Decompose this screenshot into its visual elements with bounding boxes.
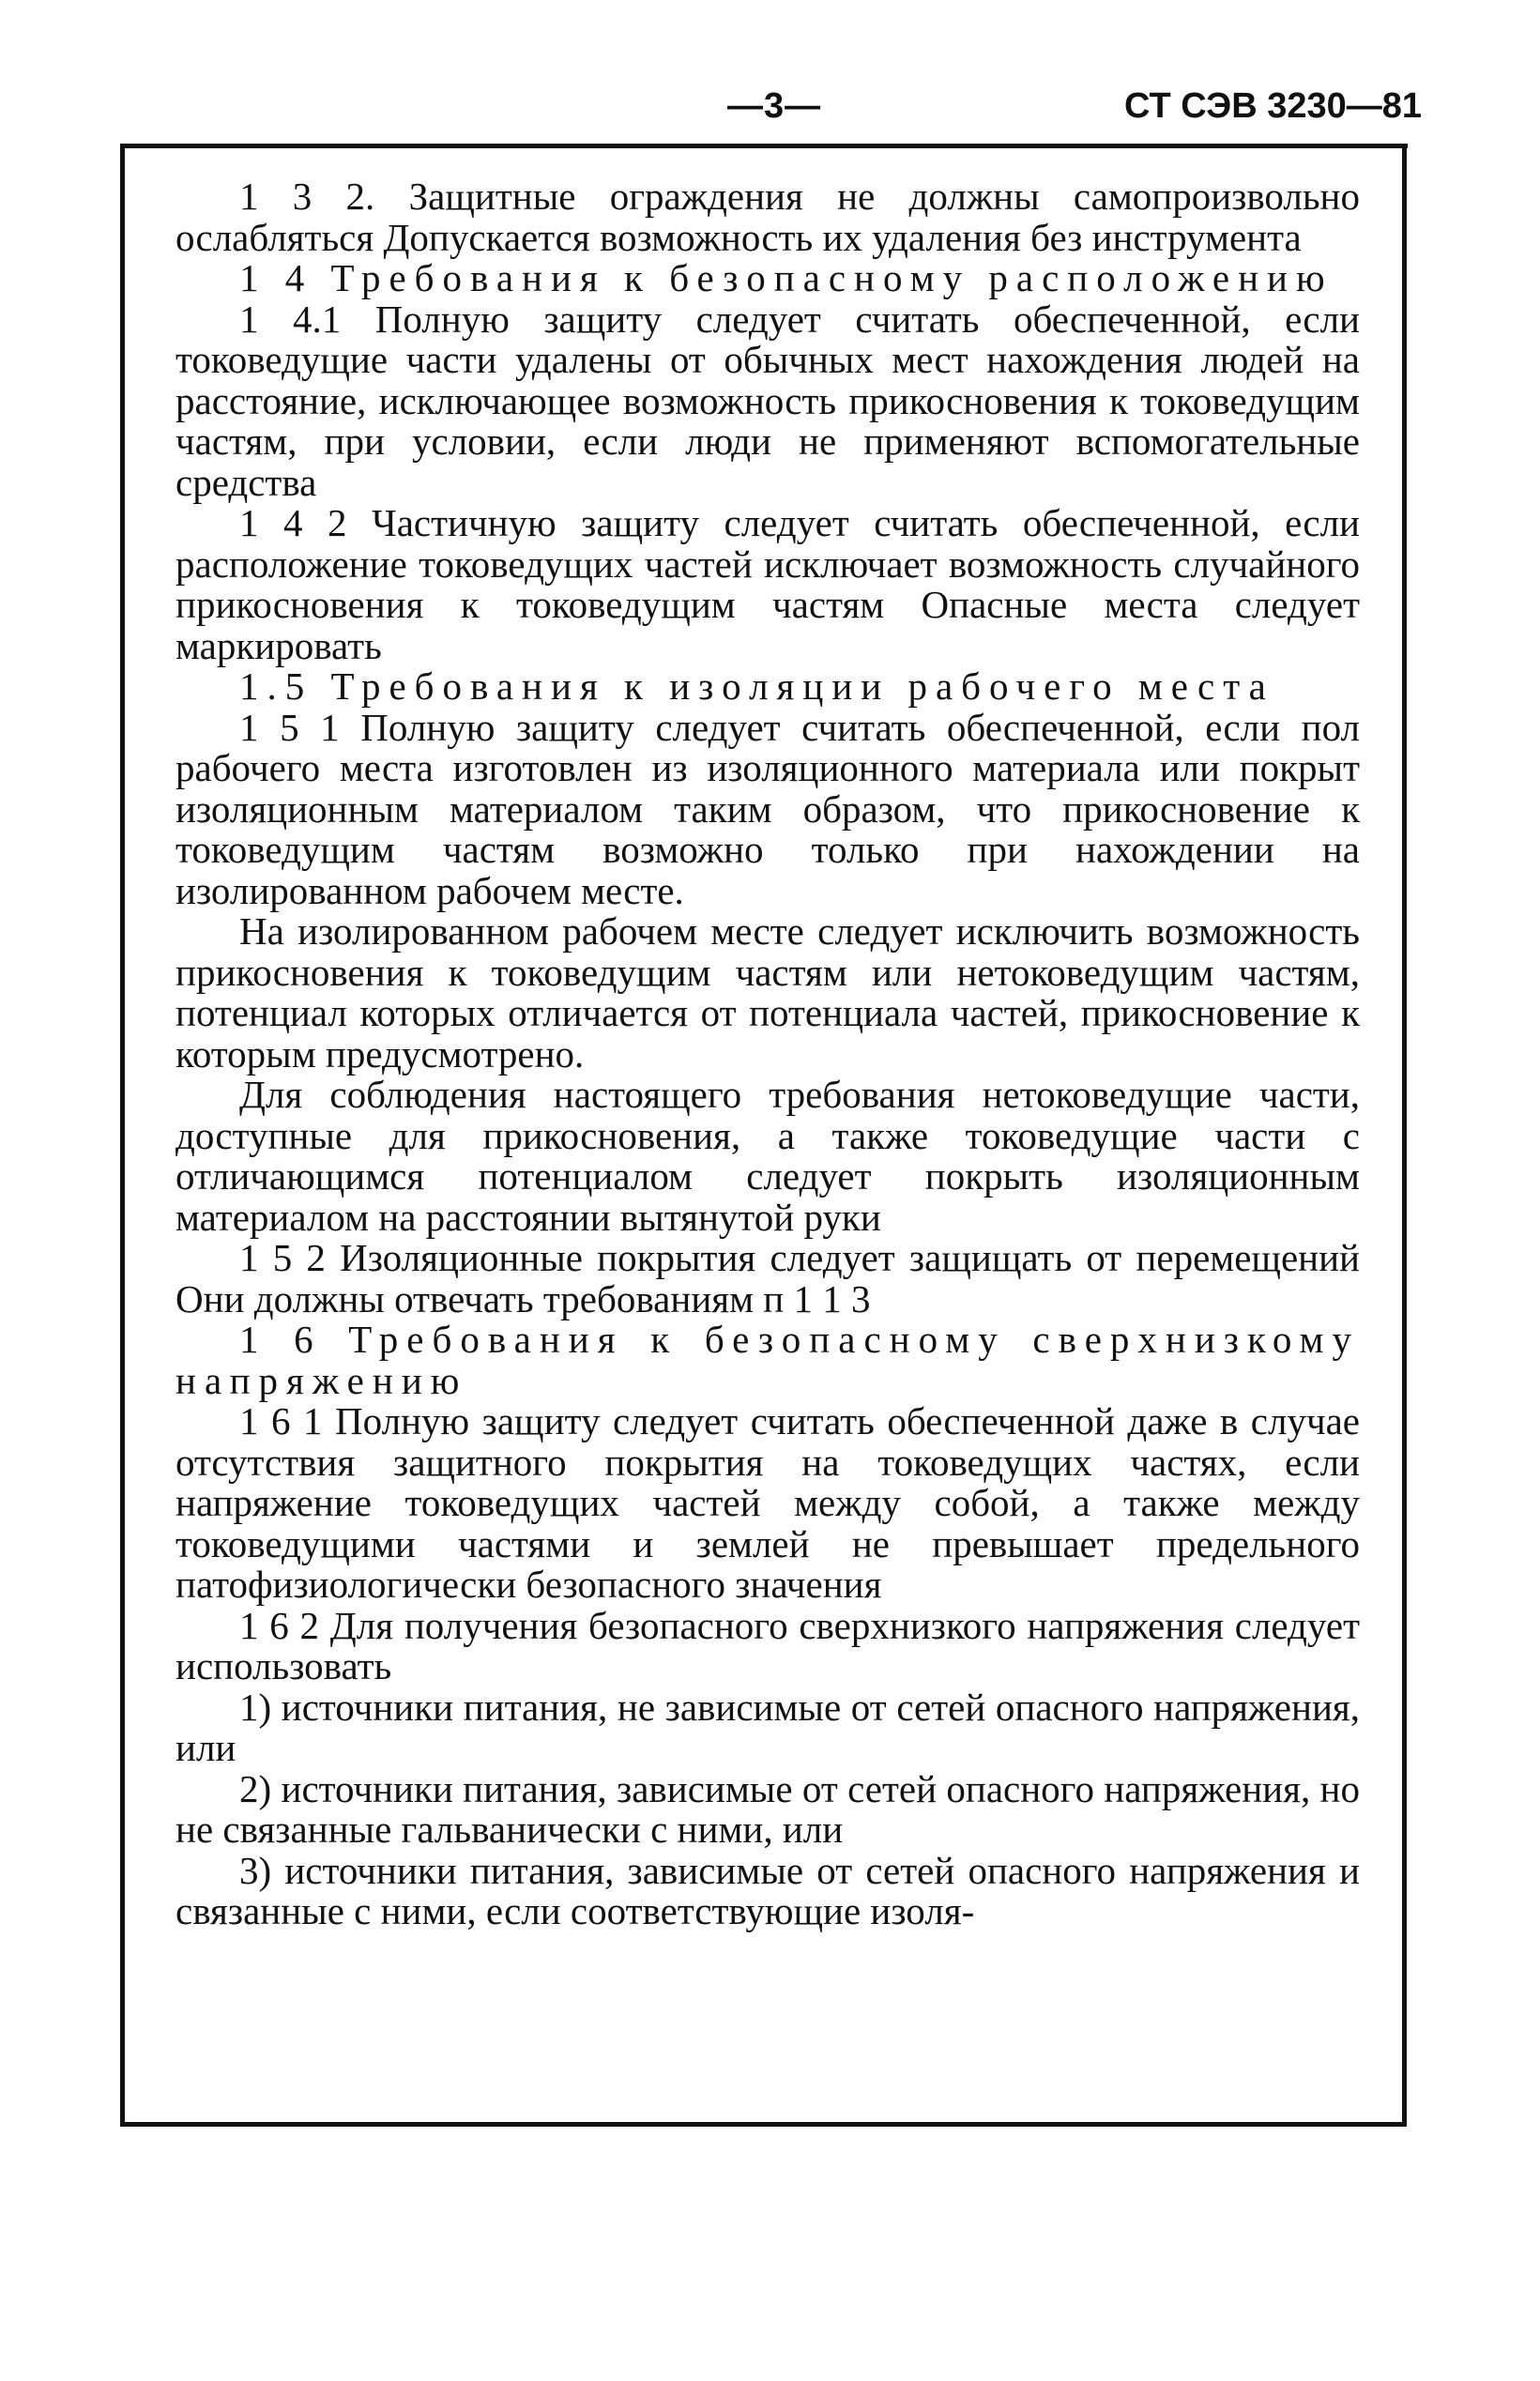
frame-border-right — [1402, 144, 1407, 2127]
section-heading-1-6: 1 6 Требования к безопасному сверхнизкому напряжению — [175, 1318, 1360, 1402]
body-paragraph: На изолированном рабочем месте следует исключить возможность прикосновения к токоведущим частям или нетоковедущим частям, потенциал которых отличается от потенциала частей, прикосновение к которым предусмотрено. — [175, 909, 1360, 1076]
section-heading-1-5: 1.5 Требования к изоляции рабочего места — [239, 664, 1274, 708]
clause-1-6-1: 1 6 1 Полную защиту следует считать обеспеченной даже в случае отсутствия защитного покрытия на токоведущих частях, если напряжение токоведущих частей между собой, а также между токоведущими частями и землей не превышает предельного патофизиологически безопасного значения — [175, 1399, 1360, 1606]
document-body — [175, 176, 1360, 1932]
clause-1-4-2: 1 4 2 Частичную защиту следует считать обеспеченной, если расположение токоведущих частей исключает возможность случайного прикосновения к токоведущим частям Опасные места следует маркировать — [175, 501, 1360, 667]
clause-1-4-1: 1 4.1 Полную защиту следует считать обеспеченной, если токоведущие части удалены от обычных мест нахождения людей на расстояние, исключающее возможность прикосновения к токоведущим частям, при условии, если люди не применяют вспомогательные средства — [175, 297, 1360, 504]
page-header — [0, 86, 1540, 133]
frame-border-bottom — [120, 2122, 1407, 2127]
clause-1-5-2: 1 5 2 Изоляционные покрытия следует защищать от перемещений Они должны отвечать требованиям п 1 1 3 — [175, 1236, 1360, 1320]
list-item: 1) источники питания, не зависимые от сетей опасного напряжения, или — [175, 1685, 1360, 1769]
section-heading-1-4: 1 4 Требования к безопасному расположению — [239, 256, 1334, 299]
standard-code: СТ СЭВ 3230—81 — [1123, 86, 1422, 126]
page-number: —3— — [727, 86, 822, 126]
clause-1-3-2: 1 3 2. Защитные ограждения не должны самопроизвольно ослабляться Допускается возможность их удаления без инструмента — [175, 175, 1360, 259]
clause-1-6-2: 1 6 2 Для получения безопасного сверхнизкого напряжения следует использовать — [175, 1603, 1360, 1687]
list-item: 3) источники питания, зависимые от сетей опасного напряжения и связанные с ними, если соответствующие изоля- — [175, 1848, 1360, 1932]
frame-border-left — [120, 144, 125, 2127]
body-paragraph: Для соблюдения настоящего требования нетоковедущие части, доступные для прикосновения, а также токоведущие части с отличающимся потенциалом следует покрыть изоляционным материалом на расстоянии вытянутой руки — [175, 1073, 1360, 1239]
clause-1-5-1: 1 5 1 Полную защиту следует считать обеспеченной, если пол рабочего места изготовлен из изоляционного материала или покрыт изоляционным материалом таким образом, что прикосновение к токоведущим частям возможно только при нахождении на изолированном рабочем месте. — [175, 705, 1360, 912]
list-item: 2) источники питания, зависимые от сетей опасного напряжения, но не связанные гальванически с ними, или — [175, 1766, 1360, 1851]
frame-border-top — [124, 144, 1408, 148]
